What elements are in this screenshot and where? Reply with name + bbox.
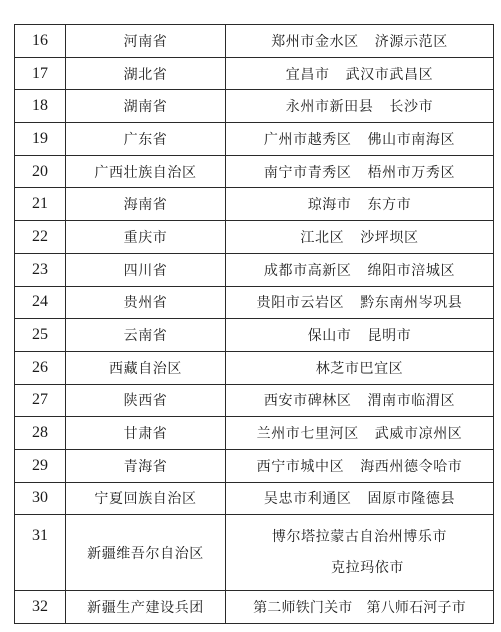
- province-name: 甘肃省: [66, 417, 226, 450]
- table-row: [15, 482, 494, 515]
- row-number: 26: [15, 351, 66, 384]
- row-number: 20: [15, 155, 66, 188]
- cities-cell: [226, 417, 494, 450]
- province-name: 新疆生产建设兵团: [66, 591, 226, 624]
- cities-cell: [226, 57, 494, 90]
- cities-cell: [226, 188, 494, 221]
- table-row: [15, 351, 494, 384]
- city-name: 昆明市: [367, 328, 412, 345]
- table-body: [15, 25, 494, 624]
- row-number: 16: [15, 25, 66, 58]
- province-name: 广西壮族自治区: [66, 155, 226, 188]
- cities-cell: [226, 155, 494, 188]
- province-name: 西藏自治区: [66, 351, 226, 384]
- city-name: 东方市: [367, 197, 412, 214]
- city-name: 广州市越秀区: [263, 131, 352, 148]
- city-name: 成都市高新区: [263, 262, 352, 279]
- province-name: 四川省: [66, 253, 226, 286]
- province-name: 贵州省: [66, 286, 226, 319]
- row-number: 31: [15, 515, 66, 591]
- row-number: 32: [15, 591, 66, 624]
- city-name: 博尔塔拉蒙古自治州博乐市: [271, 528, 448, 545]
- cities-cell: [226, 384, 494, 417]
- city-name: 沙坪坝区: [360, 229, 419, 246]
- cities-cell: [226, 123, 494, 156]
- province-name: 湖北省: [66, 57, 226, 90]
- cities-cell: [226, 449, 494, 482]
- row-number: 23: [15, 253, 66, 286]
- table-row: [15, 417, 494, 450]
- row-number: 18: [15, 90, 66, 123]
- row-number: 21: [15, 188, 66, 221]
- table-row: [15, 188, 494, 221]
- cities-cell: [226, 253, 494, 286]
- table-row: [15, 253, 494, 286]
- province-name: 云南省: [66, 319, 226, 352]
- row-number: 27: [15, 384, 66, 417]
- table-row: [15, 384, 494, 417]
- city-name: 永州市新田县: [285, 99, 374, 116]
- cities-cell: [226, 319, 494, 352]
- city-name: 绵阳市涪城区: [367, 262, 456, 279]
- province-name: 海南省: [66, 188, 226, 221]
- table-row: [15, 221, 494, 254]
- city-name: 琼海市: [307, 197, 352, 214]
- city-name: 郑州市金水区: [271, 33, 359, 50]
- province-name: 湖南省: [66, 90, 226, 123]
- province-name: 青海省: [66, 449, 226, 482]
- cities-cell: [226, 482, 494, 515]
- province-name: 重庆市: [66, 221, 226, 254]
- table-row: [15, 515, 494, 591]
- province-name: 宁夏回族自治区: [66, 482, 226, 515]
- cities-cell: [226, 515, 494, 591]
- province-city-table: [14, 24, 494, 624]
- city-name: 长沙市: [389, 99, 434, 116]
- city-name: 第八师石河子市: [366, 600, 466, 617]
- table-row: [15, 591, 494, 624]
- city-name: 江北区: [300, 229, 345, 246]
- table-row: [15, 25, 494, 58]
- row-number: 17: [15, 57, 66, 90]
- city-name: 佛山市南海区: [367, 131, 456, 148]
- city-name: 梧州市万秀区: [367, 164, 456, 181]
- row-number: 28: [15, 417, 66, 450]
- cities-cell: [226, 221, 494, 254]
- city-name: 克拉玛依市: [331, 559, 404, 576]
- city-name: 兰州市七里河区: [256, 426, 359, 443]
- cities-cell: [226, 286, 494, 319]
- city-name: 宜昌市: [285, 66, 330, 83]
- city-name: 林芝市巴宜区: [315, 360, 404, 377]
- province-name: 陕西省: [66, 384, 226, 417]
- row-number: 25: [15, 319, 66, 352]
- row-number: 30: [15, 482, 66, 515]
- city-name: 武威市凉州区: [374, 426, 463, 443]
- city-name: 第二师铁门关市: [253, 600, 353, 617]
- table-row: [15, 123, 494, 156]
- city-name: 武汉市武昌区: [345, 66, 434, 83]
- table-row: [15, 319, 494, 352]
- row-number: 29: [15, 449, 66, 482]
- row-number: 19: [15, 123, 66, 156]
- province-name: 广东省: [66, 123, 226, 156]
- cities-cell: [226, 90, 494, 123]
- row-number: 24: [15, 286, 66, 319]
- city-name: 贵阳市云岩区: [256, 295, 345, 312]
- row-number: 22: [15, 221, 66, 254]
- province-name: 新疆维吾尔自治区: [66, 515, 226, 591]
- table-row: [15, 155, 494, 188]
- city-name: 南宁市青秀区: [263, 164, 352, 181]
- table-row: [15, 90, 494, 123]
- city-name: 济源示范区: [374, 33, 448, 50]
- province-name: 河南省: [66, 25, 226, 58]
- city-name: 保山市: [307, 328, 352, 345]
- table-row: [15, 286, 494, 319]
- table-row: [15, 57, 494, 90]
- cities-cell: [226, 591, 494, 624]
- city-name: 西安市碑林区: [263, 393, 352, 410]
- cities-cell: [226, 25, 494, 58]
- table-row: [15, 449, 494, 482]
- city-name: 海西州德令哈市: [360, 458, 463, 475]
- city-name: 吴忠市利通区: [263, 491, 352, 508]
- city-name: 固原市隆德县: [367, 491, 456, 508]
- city-name: 渭南市临渭区: [367, 393, 456, 410]
- city-name: 西宁市城中区: [256, 458, 345, 475]
- city-name: 黔东南州岑巩县: [360, 295, 463, 312]
- cities-cell: [226, 351, 494, 384]
